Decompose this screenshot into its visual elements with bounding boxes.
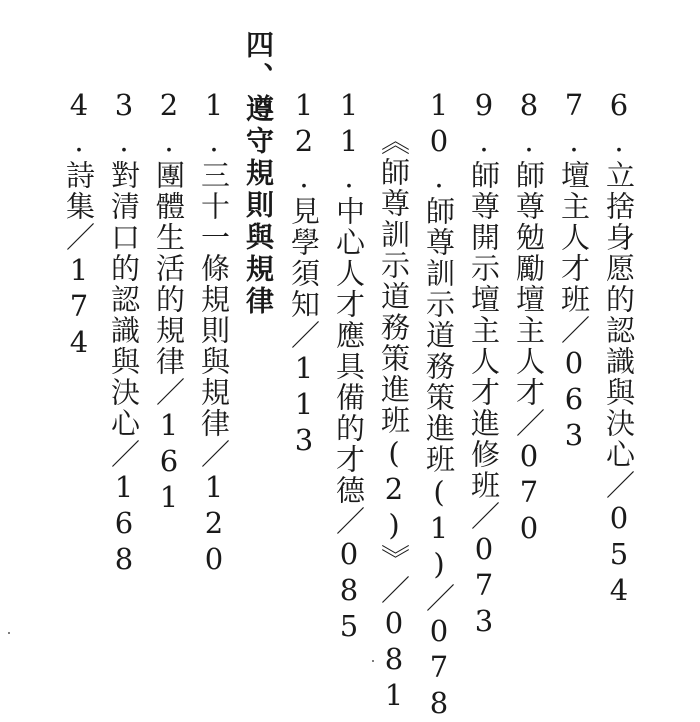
scan-speck	[8, 632, 10, 634]
toc-entry: 10.師尊訓示道務策進班(1)／078	[422, 88, 456, 722]
toc-entry: 6.立捨身愿的認識與決心／054	[602, 88, 636, 609]
toc-entry: 2.團體生活的規律／161	[152, 88, 186, 516]
toc-entry: 12.見學須知／113	[287, 88, 321, 459]
toc-entry: 9.師尊開示壇主人才進修班／073	[467, 88, 501, 640]
toc-entry: 11.中心人才應具備的才德／085	[332, 88, 366, 645]
toc-entry: 3.對清口的認識與決心／168	[107, 88, 141, 578]
toc-entry: 1.三十一條規則與規律／120	[197, 88, 231, 578]
toc-entry: 《師尊訓示道務策進班(2)》／081	[377, 126, 411, 714]
toc-entry: 4.詩集／174	[62, 88, 96, 361]
toc-entry: 7.壇主人才班／063	[557, 88, 591, 454]
scan-speck	[372, 660, 374, 662]
section-heading: 四、遵守規則與規律	[242, 30, 275, 318]
toc-entry: 8.師尊勉勵壇主人才／070	[512, 88, 546, 547]
